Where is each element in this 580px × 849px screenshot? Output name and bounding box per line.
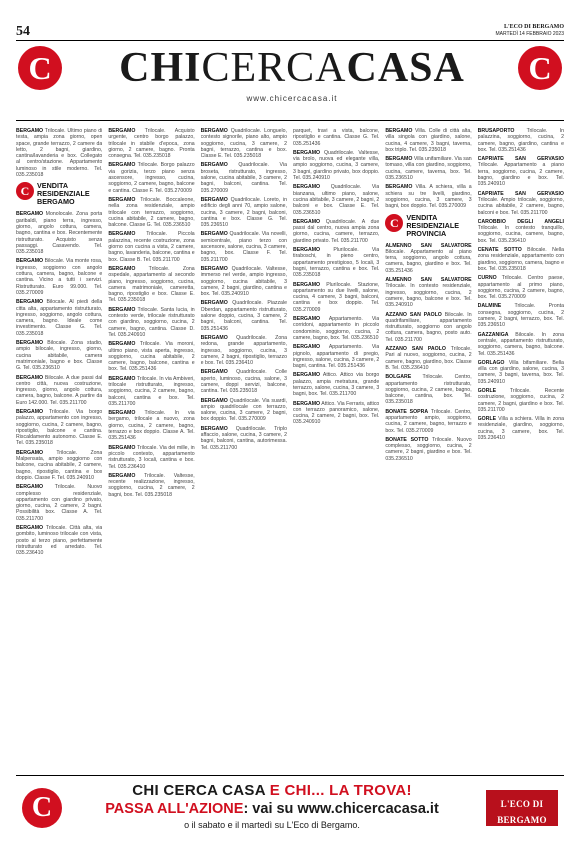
listing-item — [16, 409, 102, 447]
listing-item — [293, 219, 379, 244]
listing-item — [293, 247, 379, 278]
listing-item — [201, 162, 287, 193]
listing-item — [385, 312, 471, 343]
listing-text: Bilocale. Appartamento al piano terra, soggiorno, angolo cottura, camera, bagno, giardino e box. Tel. 035.251436 — [385, 248, 472, 274]
listing-location: BERGAMO — [292, 218, 321, 225]
listing-location: BERGAMO — [108, 196, 136, 203]
listing-text: Trilocale. Zona ospedale, appartamento al secondo piano, ingresso, soggiorno, cucina, camera matrimoniale, cameretta, bagno, ripostiglio e box. Classe E. Tel. 035.235018 — [108, 265, 195, 304]
listing-text: Trilocale. Ampio trilocale, soggiorno, cucina abitabile, 2 camere, bagno, balconi e box. Tel. 035.211700 — [477, 196, 564, 216]
listing-location: BERGAMO — [16, 299, 44, 306]
listing-location: BOLGARE — [385, 374, 412, 381]
listing-location: BERGAMO — [292, 372, 321, 379]
listing-location: BERGAMO — [292, 400, 321, 407]
listing-item — [16, 211, 102, 255]
listing-text: Monolocale. Zona porta garibaldi, piano terra, ingresso, giorno, angolo cottura, camera, bagno, cantina e box. Recentemente ristrutturato. Acquisto senza passaggi. Casavendo. Tel. 035.235018 — [16, 211, 103, 256]
listing-location: BERGAMO — [108, 410, 136, 417]
listing-item — [108, 341, 194, 372]
listing-item — [16, 375, 102, 406]
listing-item — [16, 299, 102, 337]
listing-location: BERGAMO — [292, 281, 321, 288]
listing-text: Trilocale. Via moroni, ultimo piano, vista aperta, ingresso, soggiorno, cucina abitabile, 2 camere, bagno, balcone, cantina e box. Tel. 035.251436 — [108, 341, 195, 373]
listing-item — [108, 307, 194, 338]
listing-location: BERGAMO — [108, 375, 136, 382]
listing-location: BERGAMO — [16, 128, 44, 134]
listing-text: Trilocale. Santa lucia, in contesto verde, trilocale ristrutturato con giardino, soggiorno, cucina, 2 camere, bagno, cantina. Classe D. Tel. 035.240910 — [108, 306, 195, 338]
listing-text: Trilocale. Nuovo complesso residenziale, appartamento con giardino privato, giorno, cucina, 2 camere, 2 bagni. Possibilità box. Classe A. Tel. 035.211700 — [16, 484, 103, 522]
issue-date: MARTEDÌ 14 FEBBRAIO 2023 — [495, 31, 564, 37]
listing-text: Villa bifamiliare. Bella villa con giardino, salone, cucina, 3 camere, 3 bagni, taverna, box. Tel. 035.240910 — [477, 359, 564, 385]
listing-text: Appartamento. Via pignolo, appartamento di pregio, ingresso, salone, cucina, 3 camere, 2 bagni, cantina. Tel. 035.251436 — [292, 344, 380, 370]
listing-text: Plurilocale. Stazione, appartamento su due livelli, salone, cucina, 4 camere, 3 bagni, balconi, cantina e box doppio. Tel. 035.270009 — [292, 281, 380, 313]
listing-item — [385, 156, 471, 181]
listing-location: BERGAMO — [108, 231, 136, 238]
listing-item — [385, 346, 471, 371]
listing-location: BERGAMO — [108, 265, 136, 272]
listing-item — [293, 344, 379, 369]
listing-column — [16, 128, 102, 768]
top-rule — [16, 40, 564, 41]
section-title-line: PROVINCIA — [406, 228, 447, 238]
listing-text: Trilocale. Via borgo palazzo, appartamento con ingresso, soggiorno, cucina, 2 camere, bagno, ripostiglio, balcone e cantina. Riscaldamento autonomo. Classe E. Tel. 035.235018 — [16, 408, 103, 447]
listing-text: Trilocale. In via Ambiveri, trilocale ristrutturato, ingresso, soggiorno, cucina, 2 camere, bagno, balconi, cantina e box. Tel. 035.211700 — [108, 375, 195, 407]
listing-item — [201, 266, 287, 297]
listing-text: Quadrilocale. Valtesse, immerso nel verde, ampio ingresso, soggiorno, cucina abitabile, 3 camere, 2 bagni, giardino, cantina e box. Tel. 035.240910 — [200, 265, 287, 298]
banner-logo-c-icon: C — [22, 788, 62, 828]
listing-text: Quadrilocale. Via novelli, semicentrale, piano terzo con ascensore, salone, cucina, 3 camere, bagno, box. Classe F. Tel. 035.211700 — [200, 231, 287, 263]
listing-text: Plurilocale. Via tiraboschi, in pieno centro, appartamento prestigioso, 5 locali, 3 bagni, terrazzo, cantina e box. Tel. 035.235018 — [292, 247, 380, 279]
paper-name: L'ECO DI BERGAMO — [503, 24, 564, 30]
listing-location: CURNO — [477, 275, 497, 282]
listing-text: Quadrilocale. Via bianzana, ultimo piano, salone, cucina abitabile, 3 camere, 2 bagni, 2 balconi e box. Classe E. Tel. 035.236510 — [292, 184, 380, 216]
listing-text: Trilocale. Nuovo complesso, soggiorno, cucina, 2 camere, 2 bagni, giardino e box. Tel. 035.236510 — [385, 436, 472, 462]
listing-item — [293, 150, 379, 181]
listing-text: Bilocale. Zona stadio, ampio bilocale, ingresso, giorno, cucina abitabile, camera matrimoniale, bagno e box. Classe G. Tel. 035.236510 — [16, 340, 103, 372]
listing-item — [478, 416, 564, 441]
listing-text: Appartamento. Via corridoni, appartamento in piccolo condominio, soggiorno, cucina, 2 camere, bagno, box. Tel. 035.236510 — [292, 316, 380, 341]
eco-logo — [486, 790, 558, 833]
listing-location: BERGAMO — [108, 472, 136, 479]
listing-text: Trilocale. Centro, appartamento ampio, soggiorno, cucina, 2 camere, bagno, terrazzo e box. Tel. 035.270009 — [385, 408, 472, 434]
title-cerca: CERCA — [201, 45, 347, 91]
listing-item — [108, 128, 194, 159]
banner-headline-b: E CHI... LA TROVA! — [265, 782, 412, 799]
listing-item — [201, 128, 287, 159]
banner-subline: o il sabato e il martedì su L'Eco di Bergamo. — [184, 820, 360, 830]
listing-item — [201, 335, 287, 366]
listing-location: BONATE SOTTO — [385, 436, 429, 443]
listing-item — [108, 231, 194, 262]
listing-location: BERGAMO — [200, 162, 228, 169]
listing-item — [16, 484, 102, 522]
listing-text: Trilocale. Appartamento a piano terra, soggiorno, cucina, 2 camere, bagno, giardino e box. Tel. 035.240910 — [477, 162, 564, 188]
listing-item — [293, 401, 379, 426]
masthead-url[interactable]: www.chicercacasa.it — [246, 94, 338, 103]
listing-location: CAROBBIO DEGLI ANGELI — [477, 218, 564, 225]
listing-location: BERGAMO — [108, 128, 136, 134]
listing-text: Quadrilocale. Valtesse, via brolo, nuova ed elegante villa, ampio soggiorno, cucina, 3 camere, 3 bagni, giardino privato, box doppio. Tel. 035.240910 — [292, 149, 380, 182]
listing-location: GORLE — [477, 387, 497, 394]
listing-item — [108, 197, 194, 228]
listing-column — [201, 128, 287, 768]
banner-headline — [72, 782, 472, 800]
listing-location: BERGAMO — [200, 397, 228, 404]
listing-location: ALMENNO SAN SALVATORE — [385, 242, 472, 249]
listing-item — [108, 473, 194, 498]
listing-text: Quadrilocale. Longuelo, contesto signorile, piano alto, ampio soggiorno, cucina, 3 camere, 2 bagni, terrazzo, cantina e box. Classe E. Tel. 035.235018 — [200, 128, 287, 160]
listing-location: AZZANO SAN PAOLO — [385, 311, 442, 318]
listing-item — [293, 128, 379, 147]
listing-item — [201, 300, 287, 331]
listing-location: BERGAMO — [108, 162, 136, 169]
listing-text: Trilocale. Acquisto urgente, centro borgo palazzo, trilocale in stabile d'epoca, zona giorno, 2 camere, bagno. Pronta consegna. Tel. 035.235018 — [108, 128, 195, 160]
listing-item — [478, 247, 564, 272]
listing-text: Trilocale. Via dei mille, in piccolo contesto, appartamento ristrutturato, 3 locali, cantina e box. Tel. 035.236410 — [108, 444, 195, 470]
listings-columns — [16, 128, 564, 768]
listing-location: BERGAMO — [16, 374, 44, 381]
logo-c-icon: C — [18, 46, 62, 90]
listing-item — [293, 282, 379, 313]
listing-item — [478, 303, 564, 328]
listing-location: BERGAMO — [16, 408, 44, 415]
section-title — [406, 214, 459, 238]
listing-item — [478, 388, 564, 413]
listing-text: Bilocale. Nella zona residenziale, appartamento con giardino, soggiorno, camera, bagno e box. Tel. 035.235018 — [477, 247, 564, 272]
listing-text: Quadrilocale. Via suardi, ampio quadrilocale con terrazzo, salone, cucina, 3 camere, 2 bagni, box doppio. Tel. 035.270009 — [200, 397, 287, 423]
listing-location: BERGAMO — [200, 425, 228, 432]
listing-text: Trilocale. In via bergamo, trilocale a nuovo, zona giorno, cucina, 2 camere, bagno, terrazzo e box doppio. Classe A. Tel. 035.251436 — [108, 410, 195, 442]
listing-location: GORLAGO — [477, 359, 505, 366]
listing-item — [16, 128, 102, 178]
title-casa: CASA — [346, 45, 465, 91]
banner-url[interactable]: www.chicercacasa.it — [297, 801, 439, 817]
listing-text: Attico. Via Ferraris, attico con terrazzo panoramico, salone, cucina, 2 camere, 2 bagni, box. Tel. 035.240910 — [292, 400, 380, 426]
listing-item — [201, 398, 287, 423]
listing-item — [201, 426, 287, 451]
listing-text: Trilocale. Zona Malpensata, ampio soggiorno con balcone, cucina abitabile, 2 camere, bagno, ripostiglio, cantina e box doppio. Classe F. Tel. 035.240910 — [16, 449, 103, 481]
listing-text: Quadrilocale. Piazzale Oberdan, appartamento ristrutturato, salone doppio, cucina, 3 camere, 2 bagni, balconi, cantina. Tel. 035.251436 — [200, 300, 287, 332]
banner-cta-b: : vai su — [243, 801, 298, 817]
masthead-rule — [16, 120, 564, 121]
listing-text: Villa. A schiera, villa a schiera su tre livelli, giardino, soggiorno, cucina, 3 camere, 3 bagni, box doppio. Tel. 035.270009 — [385, 184, 472, 210]
listing-location: BERGAMO — [292, 247, 321, 254]
listing-location: DALMINE — [477, 303, 502, 310]
listing-item — [478, 191, 564, 216]
listing-location: BERGAMO — [292, 149, 321, 156]
masthead — [18, 42, 562, 114]
masthead-title — [72, 42, 512, 94]
logo-c-icon-right: C — [518, 46, 562, 90]
listing-item — [478, 275, 564, 300]
listing-location: BERGAMO — [292, 344, 321, 351]
listing-location: BERGAMO — [292, 184, 321, 191]
eco-logo-tag: IL GIORNALE DI BERGAMO — [496, 828, 548, 833]
listing-item — [385, 437, 471, 462]
listing-location: BERGAMO — [16, 340, 44, 347]
listing-item — [201, 369, 287, 394]
listing-location: BERGAMO — [200, 300, 228, 307]
title-chi: CHI — [119, 45, 202, 91]
listing-text: Bilocale. Al piedi della citta alta, appartamento ristrutturato, ingresso, soggiorno, angolo cottura, camera, bagno. Ideale come investimento. Classe G. Tel. 035.235018 — [16, 299, 103, 337]
eco-logo-name: L'ECO DI BERGAMO — [497, 799, 547, 825]
listing-text: Quadrilocale. Triplo affaccio, salone, cucina, 3 camere, 2 bagni, balconi, cantina, autorimessa. Tel. 035.211700 — [200, 425, 287, 451]
header-right — [495, 24, 564, 38]
listing-location: BRUSAPORTO — [477, 128, 515, 134]
listing-location: BERGAMO — [108, 306, 136, 313]
listing-item — [108, 266, 194, 304]
listing-item — [385, 243, 471, 274]
listing-location: GAZZANIGA — [477, 331, 509, 338]
listing-location: ALMENNO SAN SALVATORE — [385, 277, 472, 284]
listing-text: Trilocale. In contesto residenziale, ingresso, soggiorno, cucina, 2 camere, bagno, balcone e box. Tel. 035.240910 — [385, 283, 472, 309]
listing-text: Trilocale. Città alta, via gombito, luminoso trilocale con vista, posto al terzo piano, perfettamente ristrutturato ed arredato. Tel. 035.236410 — [16, 525, 103, 557]
banner-headline-a: CHI CERCA CASA — [132, 782, 266, 799]
section-title — [37, 182, 90, 206]
listing-location: CAPRIATE SAN GERVASIO — [477, 190, 564, 197]
listing-item — [201, 231, 287, 262]
listing-location: BERGAMO — [16, 211, 44, 218]
listing-location: BERGAMO — [385, 156, 413, 163]
listing-item — [108, 445, 194, 470]
listing-location: BERGAMO — [200, 231, 228, 238]
listing-text: Trilocale. Boccaleone, nella zona residenziale, ampio trilocale con terrazzo, soggiorno, cucina abitabile, 2 camere, bagno, balcone. Classe G. Tel. 035.236510 — [108, 196, 195, 229]
banner-cta — [72, 800, 472, 818]
listing-location: CENATE SOTTO — [477, 247, 522, 254]
listing-text: Trilocale. Ultimo piano di testa, ampia zona giorno, open space, grande terrazzo, 2 camere da letto, 2 bagni, giardino, cantina/lavanderia e box. Collegato al centro/stazione. Appartamento luminoso in stile moderno. Tel. 035.235018 — [16, 128, 103, 179]
listing-item — [478, 156, 564, 187]
section-heading — [385, 214, 471, 238]
listing-item — [385, 128, 471, 153]
listing-text: Trilocale. Centro, appartamento ristrutturato, soggiorno, cucina, 2 camere, bagno, balcone, cantina, box. Tel. 035.235018 — [385, 374, 472, 406]
listing-item — [478, 128, 564, 153]
listing-location: BERGAMO — [16, 258, 44, 265]
listing-item — [385, 409, 471, 434]
listing-location: CAPRIATE SAN GERVASIO — [477, 156, 564, 163]
listing-text: Villa. Colle di città alta, villa singola con giardino, salone, cucina, 4 camere, 3 bagni, taverna, box triplo. Tel. 035.235018 — [385, 128, 472, 153]
listing-text: Quadrilocale. Colle aperto, luminoso, cucina, salone, 3 camere, doppi servizi, balcone, cantina. Tel. 035.235018 — [200, 369, 287, 395]
section-c-icon: C — [385, 214, 403, 232]
section-title-line: VENDITA — [406, 212, 438, 222]
section-title-line: BERGAMO — [37, 197, 75, 207]
listing-item — [293, 316, 379, 341]
listing-text: Trilocale. In palazzina, soggiorno, cucina, 2 camere, bagno, giardino, cantina e box. Tel. 035.251436 — [477, 128, 564, 153]
listing-item — [108, 376, 194, 407]
listing-item — [385, 184, 471, 209]
listing-text: Trilocale. Pari al nuovo, soggiorno, cucina, 2 camere, bagno, giardino, box. Classe B. Tel. 035.236410 — [385, 346, 472, 371]
listing-text: Trilocale. Recente costruzione, soggiorno, cucina, 2 camere, 2 bagni, giardino e box. Tel. 035.211700 — [477, 387, 564, 413]
listing-text: Trilocale. Piccola palazzina, recente costruzione, zona giorno con cucina a vista, 2 camere, bagno, lavanderia, balcone, cantina e box. Classe B. Tel. 035.211700 — [108, 231, 195, 263]
listing-location: BERGAMO — [292, 316, 321, 323]
listing-text: Quadrilocale. A due passi dal centro, nuova ampia zona giorno, cucina, camere, terrazzo, giardino privato. Tel. 035.211700 — [292, 218, 380, 244]
listing-text: Trilocale. Centro paese, appartamento al primo piano, soggiorno, cucina, 2 camere, bagno, box. Tel. 035.270009 — [477, 275, 564, 301]
listing-location: BERGAMO — [200, 334, 228, 341]
listing-text: Trilocale. In contesto tranquillo, soggiorno, cucina, camere, bagno, box. Tel. 035.236410 — [477, 225, 564, 244]
listing-text: Trilocale. Borgo palazzo via gorizia, terzo piano senza ascensore, ingresso, cucina, soggiorno, 2 camere, bagno, balcone e cantina. Classe F. Tel. 035.270009 — [108, 162, 195, 194]
listing-text: parquet, travi a vista, balcone, ripostiglio e cantina. Classe G. Tel. 035.251436 — [292, 128, 380, 147]
listing-column — [385, 128, 471, 768]
listing-location: BERGAMO — [385, 184, 413, 191]
listing-text: Bilocale. In quadrifamiliare, appartamento ristrutturato, soggiorno con angolo cottura, camera, bagno, posto auto. Tel. 035.211700 — [385, 311, 472, 343]
listing-item — [16, 525, 102, 556]
listing-location: BERGAMO — [108, 341, 136, 348]
section-c-icon: C — [16, 182, 34, 200]
listing-location: BONATE SOPRA — [385, 408, 429, 415]
listing-location: BERGAMO — [200, 369, 228, 376]
listing-location: GORLE — [477, 416, 497, 423]
page-number: 54 — [16, 24, 30, 39]
listing-column — [293, 128, 379, 768]
listing-location: BERGAMO — [200, 196, 228, 203]
listing-location: AZZANO SAN PAOLO — [385, 346, 446, 353]
listing-text: Attico. Attico via borgo palazzo, ampia metratura, grande terrazzo, salone, cucina, 3 camere, 3 bagni, box. Tel. 035.211700 — [292, 372, 380, 398]
section-title-line: VENDITA — [37, 181, 69, 191]
listing-text: Trilocale. Valtesse, recente realizzazione, ingresso, soggiorno, cucina, 2 camere, 2 bagni, box. Tel. 035.235018 — [108, 472, 195, 498]
section-heading — [16, 182, 102, 206]
listing-item — [108, 410, 194, 441]
listing-text: Quadrilocale. Loreto, in edificio degli anni 70, ampio salone, cucina, 3 camere, 2 bagni, balconi, cantina e box. Classe G. Tel. 035.236510 — [200, 196, 287, 229]
listing-text: Trilocale. Pronta consegna, soggiorno, cucina, 2 camere, 2 bagni, terrazzo, box. Tel. 035.236510 — [477, 303, 564, 329]
listing-column — [478, 128, 564, 768]
listing-location: BERGAMO — [16, 525, 44, 532]
section-title-line: RESIDENZIALE — [406, 220, 460, 230]
listing-location: BERGAMO — [108, 444, 136, 451]
promo-banner — [16, 775, 564, 838]
listing-item — [385, 374, 471, 405]
listing-location: BERGAMO — [385, 128, 413, 134]
listing-item — [478, 332, 564, 357]
listing-text: Bilocale. In zona centrale, appartamento ristrutturato, soggiorno, camera, bagno, balcone. Tel. 035.251436 — [477, 331, 564, 357]
listing-item — [478, 360, 564, 385]
listing-text: Quadrilocale. Via broseta, ristrutturato, ingresso, salone, cucina abitabile, 3 camere, 2 bagni, balconi, cantina. Tel. 035.270009 — [200, 162, 287, 194]
listing-location: BERGAMO — [16, 484, 44, 491]
listing-location: BERGAMO — [16, 449, 44, 456]
listing-item — [385, 277, 471, 308]
listing-item — [293, 372, 379, 397]
listing-item — [16, 340, 102, 371]
listing-text: Villa a schiera. Villa in zona residenziale, giardino, soggiorno, cucina, 3 camere, box. Tel. 035.236410 — [477, 416, 564, 442]
listing-item — [16, 258, 102, 296]
listing-item — [478, 219, 564, 244]
listing-column — [108, 128, 194, 768]
listing-item — [108, 162, 194, 193]
listing-text: Villa unifamiliare. Via san tomaso, villa con giardino, soggiorno, cucina, camere, taverna, box. Tel. 035.236510 — [385, 156, 472, 182]
listing-text: Bilocale. Via monte rosa, ingresso, soggiorno con angolo cottura, camera, bagno, balcone e cantina. Vicino a tutti i servizi. Ristrutturato. Euro 99.000. Tel. 035.270009 — [16, 258, 103, 296]
listing-location: BERGAMO — [200, 128, 228, 134]
listing-item — [293, 184, 379, 215]
listing-item — [16, 450, 102, 481]
banner-cta-a: PASSA ALL'AZIONE — [105, 801, 244, 817]
listing-text: Bilocale. A due passi dal centro città, nuova costruzione, ingresso, giorno, angolo cottura, camera, bagno, balcone. A partire da Euro 142.000. Tel. 035.211700 — [16, 374, 103, 406]
listing-text: Quadrilocale. Zona redona, grande appartamento, ingresso, soggiorno, cucina, 3 camere, 2 bagni, ripostiglio, terrazzo e box. Tel. 035.236410 — [200, 334, 287, 367]
listing-location: BERGAMO — [200, 265, 228, 272]
section-title-line: RESIDENZIALE — [37, 189, 90, 199]
listing-item — [201, 197, 287, 228]
